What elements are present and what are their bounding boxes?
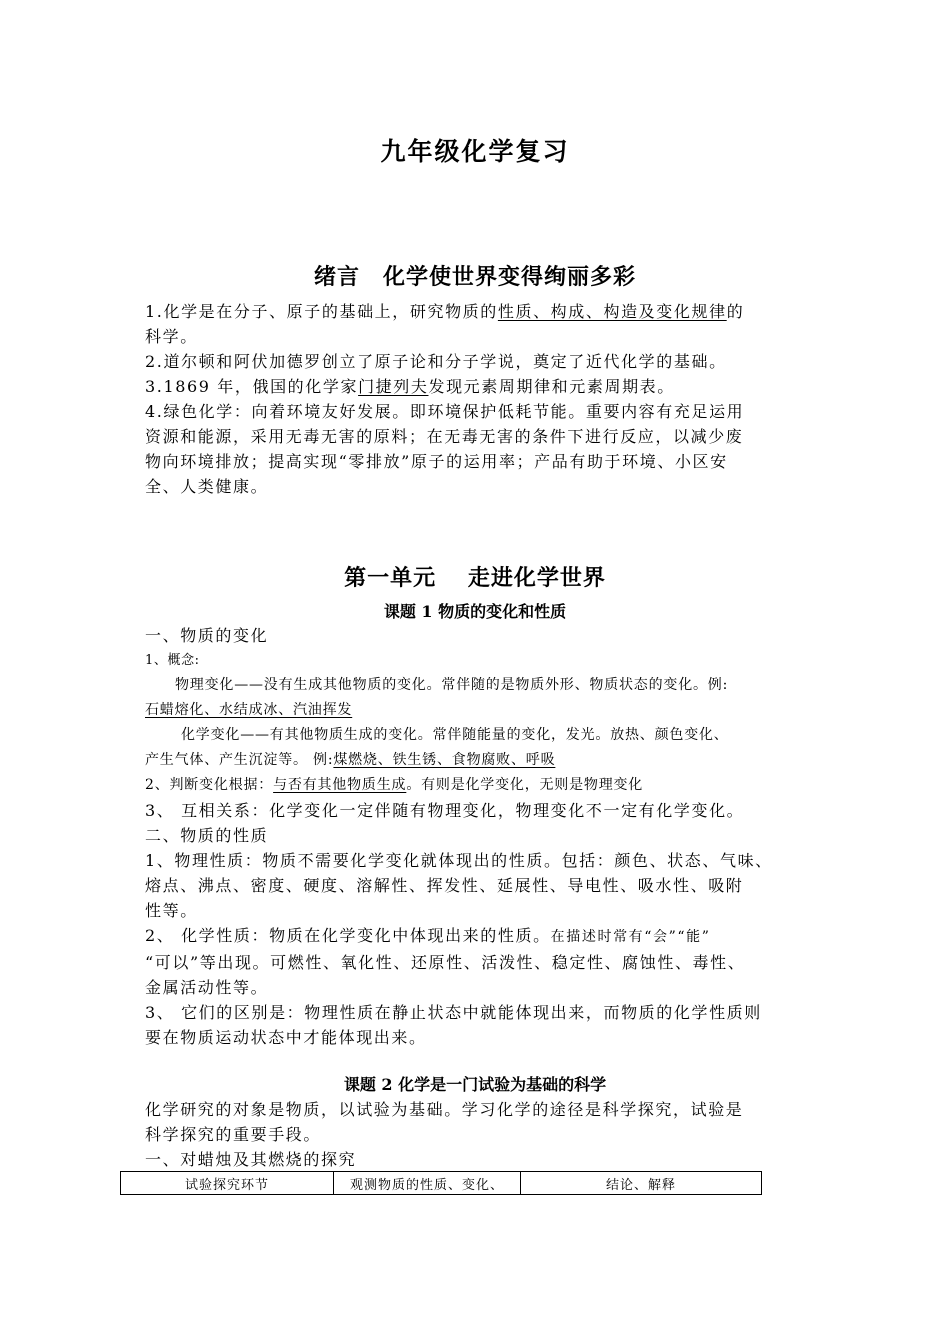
judge-criteria xyxy=(145,773,810,798)
unit1-heading: 第一单元 走进化学世界 xyxy=(344,565,606,591)
relation: 3、 互相关系：化学变化一定伴随有物理变化，物理变化不一定有化学变化。 xyxy=(145,801,745,820)
lesson2-intro: 化学研究的对象是物质，以试验为基础。学习化学的途径是科学探究，试验是 xyxy=(145,1100,744,1119)
concept-label: 1、概念: xyxy=(145,653,200,668)
chemical-property-cont: 金属活动性等。 xyxy=(145,978,269,997)
table-header-cell: 试验探究环节 xyxy=(121,1172,334,1195)
intro-point-4: 4.绿色化学：向着环境友好发展。即环境保护低耗节能。重要内容有充足运用 xyxy=(145,402,745,421)
table-header-cell: 结论、解释 xyxy=(521,1172,762,1195)
chemical-property-cont: “可以”等出现。可燃性、氧化性、还原性、活泼性、稳定性、腐蚀性、毒性、 xyxy=(145,953,746,972)
intro-point-4-cont: 物向环境排放；提高实现“零排放”原子的运用率；产品有助于环境、小区安 xyxy=(145,452,728,471)
section-heading: 一、对蜡烛及其燃烧的探究 xyxy=(145,1150,357,1169)
text: 1.化学是在分子、原子的基础上，研究物质的 xyxy=(145,302,498,321)
intro-point-4-cont: 全、人类健康。 xyxy=(145,477,269,496)
lesson1-heading: 课题 1 物质的变化和性质 xyxy=(383,602,567,621)
text: 产生气体、产生沉淀等。 例: xyxy=(145,752,334,768)
intro-point-4-cont: 资源和能源，采用无毒无害的原料；在无毒无害的条件下进行反应，以减少废 xyxy=(145,427,744,446)
physical-property: 1、物理性质：物质不需要化学变化就体现出的性质。包括：颜色、状态、气味、 xyxy=(145,851,773,870)
physical-change-examples xyxy=(145,698,810,723)
intro-point-1-cont: 科学。 xyxy=(145,327,198,346)
lesson2-section xyxy=(145,1097,810,1172)
text: 3.1869 年，俄国的化学家 xyxy=(145,377,359,396)
intro-point-1 xyxy=(145,299,810,324)
physical-property-cont: 性等。 xyxy=(145,901,198,920)
property-difference: 3、 它们的区别是：物理性质在静止状态中就能体现出来，而物质的化学性质则 xyxy=(145,1003,762,1022)
physical-change-def: 物理变化——没有生成其他物质的变化。常伴随的是物质外形、物质状态的变化。例: xyxy=(175,677,729,693)
text: 。有则是化学变化，无则是物理变化 xyxy=(406,777,644,793)
property-difference-cont: 要在物质运动状态中才能体现出来。 xyxy=(145,1028,427,1047)
section-heading: 一、物质的变化 xyxy=(145,626,269,645)
intro-heading: 绪言 化学使世界变得绚丽多彩 xyxy=(313,264,636,290)
table-header-row xyxy=(121,1172,762,1195)
section-heading: 二、物质的性质 xyxy=(145,826,269,845)
text: 2、判断变化根据： xyxy=(145,777,274,793)
text: 的 xyxy=(726,302,745,321)
lesson2-intro-cont: 科学探究的重要手段。 xyxy=(145,1125,322,1144)
text: 发现元素周期律和元素周期表。 xyxy=(428,377,675,396)
text: 2、 化学性质：物质在化学变化中体现出来的性质。 xyxy=(145,926,551,945)
chemical-change-examples xyxy=(145,748,810,773)
underlined-text: 煤燃烧、铁生锈、食物腐败、呼吸 xyxy=(333,752,556,768)
underlined-text: 与否有其他物质生成 xyxy=(273,777,407,793)
experiment-table xyxy=(120,1171,762,1195)
intro-point-2: 2.道尔顿和阿伏加德罗创立了原子论和分子学说，奠定了近代化学的基础。 xyxy=(145,352,727,371)
chemical-property xyxy=(145,923,810,950)
chemical-change-def: 化学变化——有其他物质生成的变化。常伴随能量的变化，发光。放热、颜色变化、 xyxy=(181,727,729,743)
document-title: 九年级化学复习 xyxy=(380,137,570,166)
underlined-text: 石蜡熔化、水结成冰、汽油挥发 xyxy=(145,702,353,718)
intro-point-3 xyxy=(145,374,810,399)
intro-section xyxy=(145,299,810,499)
underlined-text: 性质、构成、构造及变化规律 xyxy=(497,302,727,321)
table-header-cell: 观测物质的性质、变化、 xyxy=(334,1172,521,1195)
lesson1-section xyxy=(145,623,810,1050)
physical-property-cont: 熔点、沸点、密度、硬度、溶解性、挥发性、延展性、导电性、吸水性、吸附 xyxy=(145,876,744,895)
underlined-text: 门捷列夫 xyxy=(358,377,429,396)
lesson2-heading: 课题 2 化学是一门试验为基础的科学 xyxy=(343,1075,607,1094)
text: 在描述时常有“会”“能” xyxy=(550,929,711,945)
